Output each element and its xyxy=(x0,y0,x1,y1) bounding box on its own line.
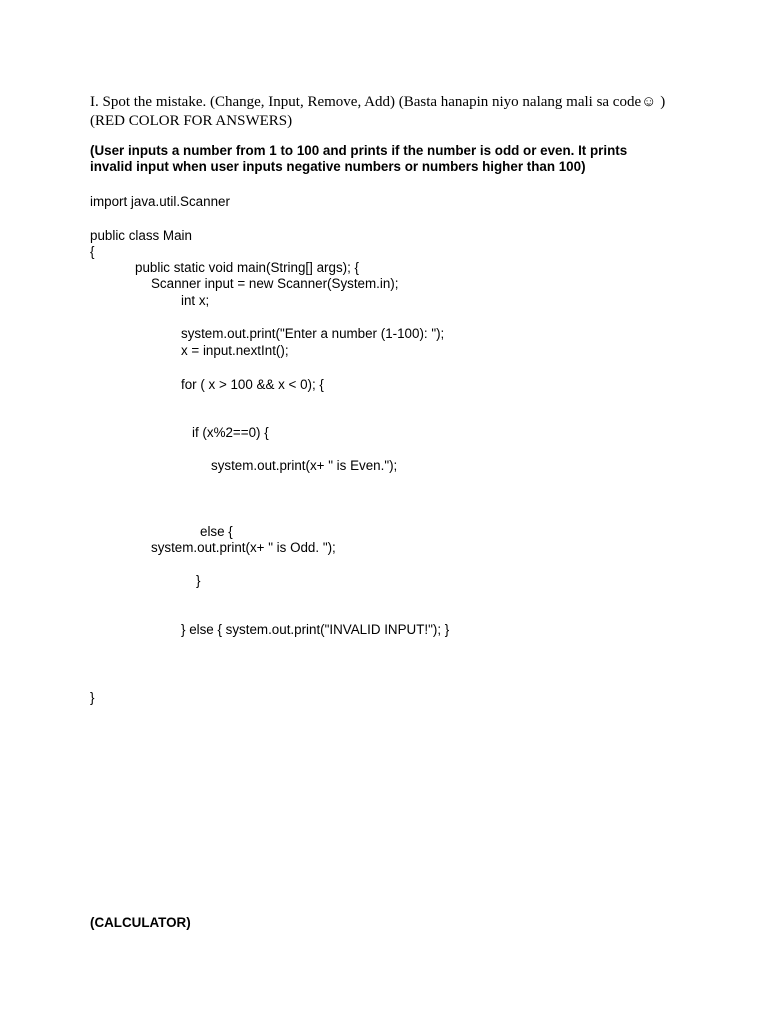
code-line-print-even: system.out.print(x+ " is Even."); xyxy=(211,458,398,473)
code-line-class-open-brace: { xyxy=(90,244,95,259)
code-line-print-odd: system.out.print(x+ " is Odd. "); xyxy=(151,540,336,555)
code-line-import: import java.util.Scanner xyxy=(90,194,230,209)
code-line-prompt-print: system.out.print("Enter a number (1-100): "); xyxy=(181,326,445,341)
code-line-class-close-brace: } xyxy=(90,690,95,705)
problem-statement-line-2: invalid input when user inputs negative numbers or numbers higher than 100) xyxy=(90,159,586,174)
code-line-read-input: x = input.nextInt(); xyxy=(181,343,289,358)
instruction-line-2: (RED COLOR FOR ANSWERS) xyxy=(90,113,293,129)
calculator-section-heading: (CALCULATOR) xyxy=(90,915,191,930)
code-line-if-even: if (x%2==0) { xyxy=(192,425,269,440)
code-line-class-declaration: public class Main xyxy=(90,228,192,243)
code-line-else-invalid: } else { system.out.print("INVALID INPUT!"); } xyxy=(181,622,450,637)
code-line-close-brace-else: } xyxy=(196,573,201,588)
code-line-main-method: public static void main(String[] args); { xyxy=(135,260,360,275)
code-line-int-declaration: int x; xyxy=(181,293,210,308)
instruction-line-1: I. Spot the mistake. (Change, Input, Remove, Add) (Basta hanapin niyo nalang mali sa code☺ ) xyxy=(90,94,666,110)
problem-statement-line-1: (User inputs a number from 1 to 100 and prints if the number is odd or even. It prints xyxy=(90,143,628,158)
code-line-scanner: Scanner input = new Scanner(System.in); xyxy=(151,276,399,291)
code-line-for-loop: for ( x > 100 && x < 0); { xyxy=(181,377,324,392)
code-line-else: else { xyxy=(200,524,233,539)
